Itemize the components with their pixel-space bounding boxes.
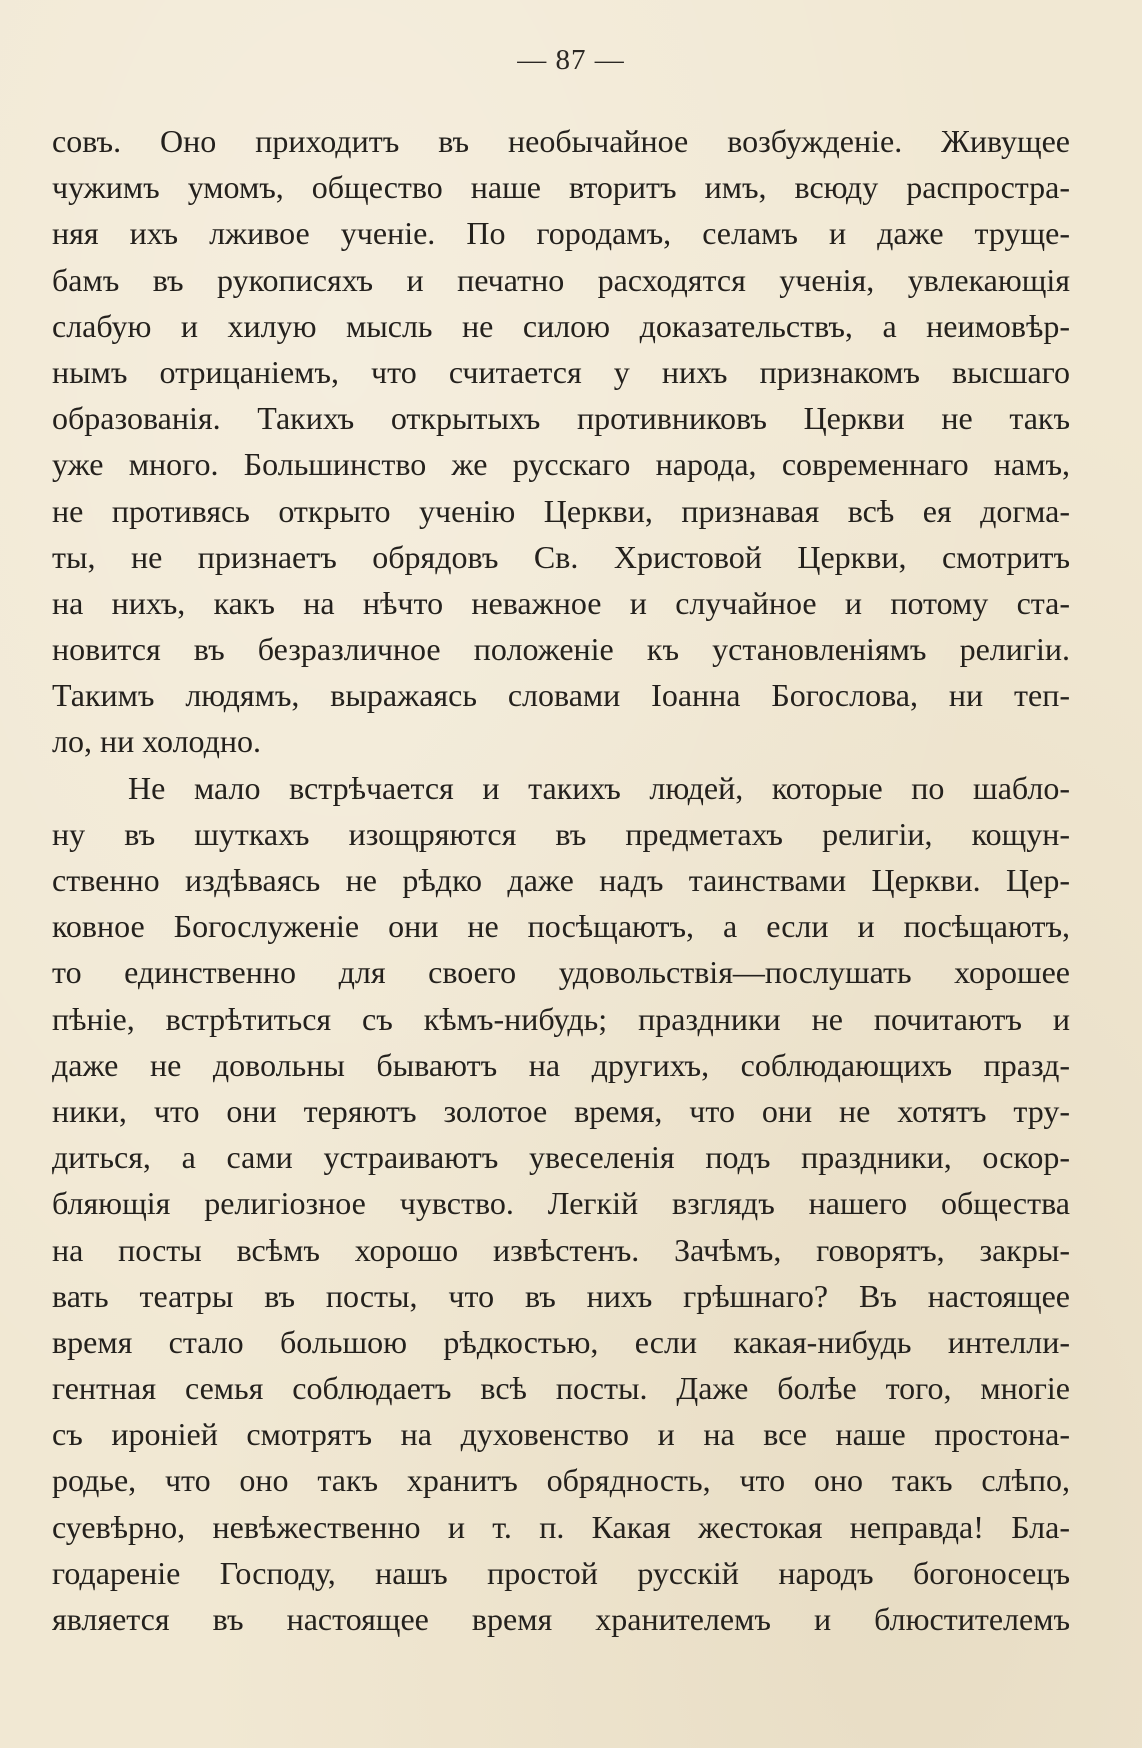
text-line: бляющія религіозное чувство. Легкій взглядъ нашего общества: [52, 1185, 1070, 1222]
text-line: гентная семья соблюдаетъ всѣ посты. Даже болѣе того, многіе: [52, 1370, 1070, 1407]
text-line: вать театры въ посты, что въ нихъ грѣшнаго? Въ настоящее: [52, 1277, 1070, 1314]
text-line: ственно издѣваясь не рѣдко даже надъ таинствами Церкви. Цер-: [52, 862, 1070, 898]
text-line: няя ихъ лживое ученіе. По городамъ, селамъ и даже трущe-: [52, 215, 1070, 252]
text-line: образованія. Такихъ открытыхъ противниковъ Церкви не такъ: [52, 400, 1070, 437]
text-line: ну въ шуткахъ изощряются въ предметахъ религіи, кощун-: [52, 815, 1070, 852]
text-line: родье, что оно такъ хранитъ обрядность, что оно такъ слѣпо,: [52, 1462, 1070, 1499]
text-line: суевѣрно, невѣжественно и т. п. Какая жестокая неправда! Бла-: [52, 1508, 1070, 1545]
text-line: Такимъ людямъ, выражаясь словами Іоанна Богослова, ни теп-: [52, 677, 1070, 714]
page-text: [52, 118, 1070, 1642]
text-line: является въ настоящее время хранителемъ и блюстителемъ: [52, 1601, 1070, 1637]
text-line: ты, не признаетъ обрядовъ Св. Христовой Церкви, смотритъ: [52, 538, 1070, 575]
text-line: новится въ безразличное положеніе къ установленіямъ религіи.: [52, 631, 1070, 668]
page-number: — 87 —: [517, 44, 625, 76]
text-line: ковное Богослуженіе они не посѣщаютъ, а если и посѣщаютъ,: [52, 908, 1070, 945]
text-line: чужимъ умомъ, общество наше вторитъ имъ, всюду распростра-: [52, 169, 1070, 206]
text-line: время стало большою рѣдкостью, если какая-нибудь интелли-: [52, 1323, 1070, 1360]
text-line: нымъ отрицаніемъ, что считается у нихъ признакомъ высшаго: [52, 353, 1070, 390]
text-line-paragraph-start: Не мало встрѣчается и такихъ людей, которые по шабло-: [128, 769, 1070, 806]
text-line: уже много. Большинство же русскаго народа, современнаго намъ,: [52, 446, 1070, 483]
text-line: даже не довольны бываютъ на другихъ, соблюдающихъ празд-: [52, 1046, 1070, 1083]
text-line: на нихъ, какъ на нѣчто неважное и случайное и потому ста-: [52, 584, 1070, 621]
text-line: слабую и хилую мысль не силою доказательствъ, а неимовѣр-: [52, 307, 1070, 344]
text-line: совъ. Оно приходитъ въ необычайное возбужденіе. Живущее: [52, 123, 1070, 159]
text-line: годареніе Господу, нашъ простой русскій народъ богоносецъ: [52, 1554, 1070, 1591]
text-line: ники, что они теряютъ золотое время, что они не хотятъ тру-: [52, 1092, 1070, 1129]
text-line: диться, а сами устраиваютъ увеселенія подъ праздники, оскор-: [52, 1139, 1070, 1176]
text-line: пѣніе, встрѣтиться съ кѣмъ-нибудь; праздники не почитаютъ и: [52, 1000, 1070, 1037]
text-line: съ ироніей смотрятъ на духовенство и на все наше простона-: [52, 1416, 1070, 1453]
text-line: на посты всѣмъ хорошо извѣстенъ. Зачѣмъ, говорятъ, закры-: [52, 1231, 1070, 1268]
text-line: не противясь открыто ученію Церкви, признавая всѣ ея догма-: [52, 492, 1070, 529]
text-line-paragraph-end: ло, ни холодно.: [52, 723, 262, 760]
text-line: то единственно для своего удовольствія—послушать хорошее: [52, 954, 1070, 991]
text-line: бамъ въ рукописяхъ и печатно расходятся ученія, увлекающія: [52, 261, 1070, 298]
